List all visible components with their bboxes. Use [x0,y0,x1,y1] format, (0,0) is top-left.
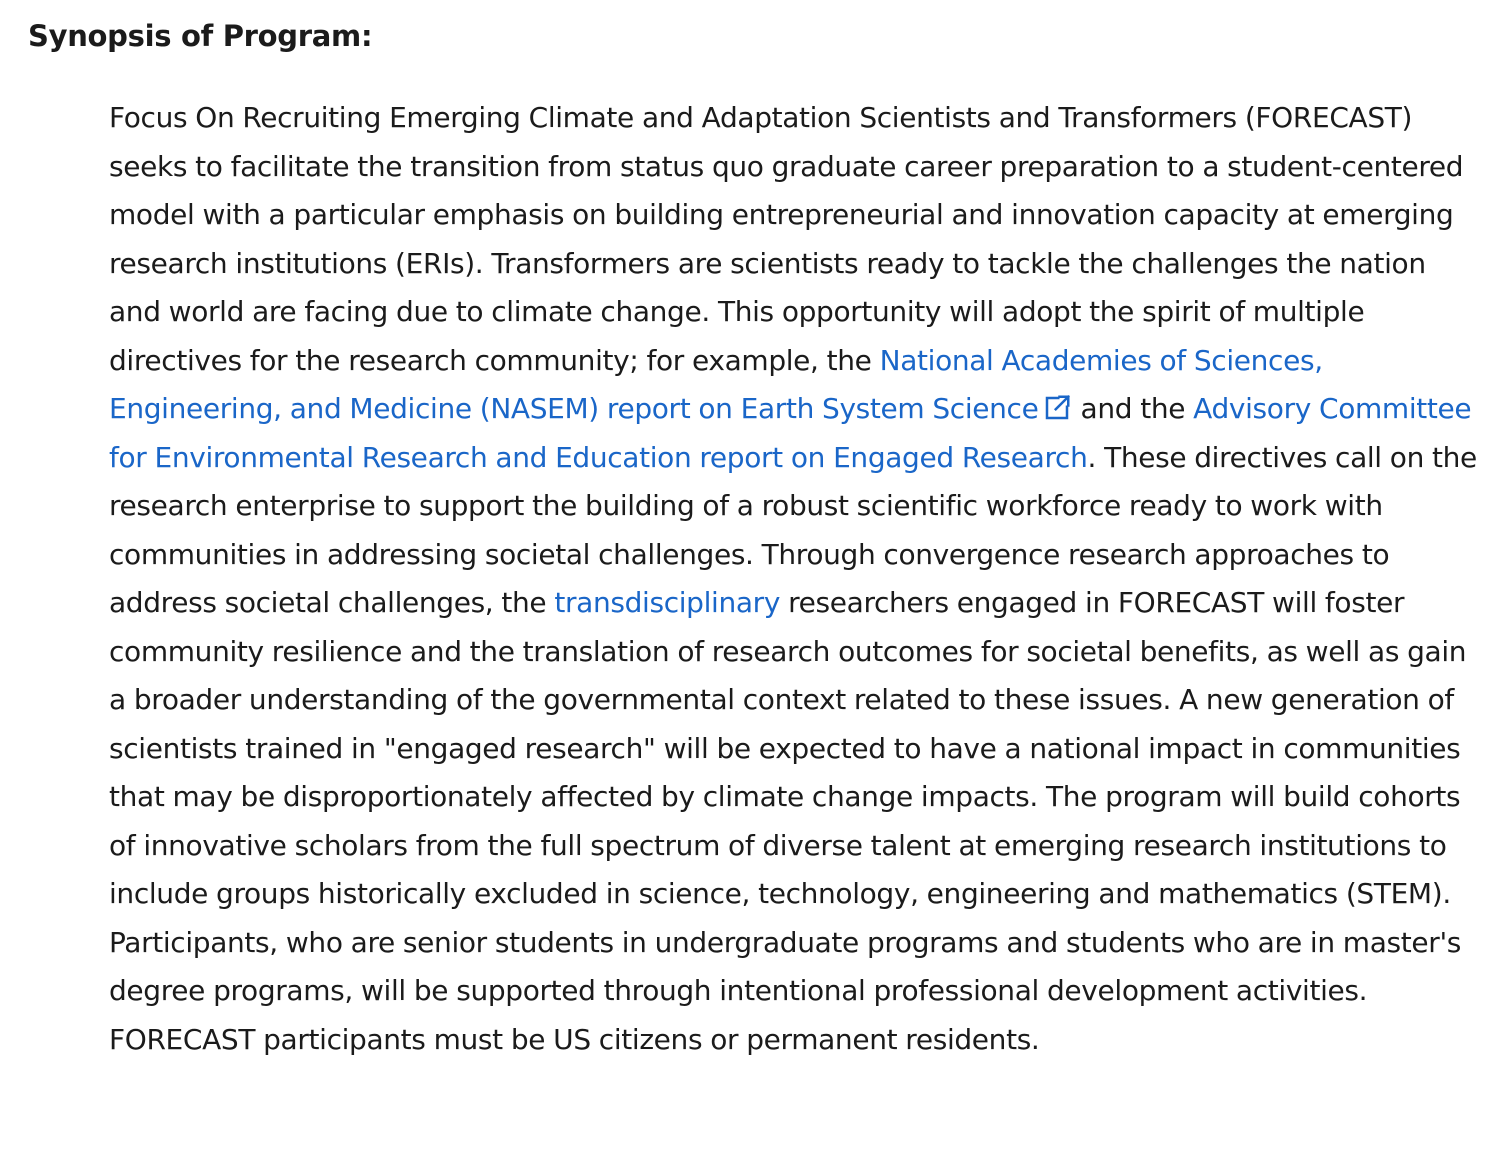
synopsis-text-part-2: and the [1072,392,1194,425]
acere-report-link[interactable]: Advisory Committee for Environmental Research and Education report on Engaged Research [109,392,1472,474]
synopsis-text-part-1: Focus On Recruiting Emerging Climate and Adaptation Scientists and Transformers (FORECAST) seeks to facilitate the transition from status quo graduate career preparation to a student-centered model with a particular emphasis on building entrepreneurial and innovation capacity at emerging research institutions (ERIs). Transformers are scientists ready to tackle the challenges the nation and world are facing due to climate change. This opportunity will adopt the spirit of multiple directives for the research community; for example, the [109,101,1464,377]
nasem-report-link[interactable]: National Academies of Sciences, Engineering, and Medicine (NASEM) report on Earth System Science [109,343,1323,425]
synopsis-text-part-3: . These directives call on the research enterprise to support the building of a robust scientific workforce ready to work with communities in addressing societal challenges. Through convergence research approaches to address societal challenges, the [109,440,1477,619]
synopsis-paragraph [109,94,1481,1064]
synopsis-text-part-4: researchers engaged in FORECAST will foster community resilience and the translation of research outcomes for societal benefits, as well as gain a broader understanding of the governmental context related to these issues. A new generation of scientists trained in "engaged research" will be expected to have a national impact in communities that may be disproportionately affected by climate change impacts. The program will build cohorts of innovative scholars from the full spectrum of diverse talent at emerging research institutions to include groups historically excluded in science, technology, engineering and mathematics (STEM). Participants, who are senior students in undergraduate programs and students who are in master's degree programs, will be supported through intentional professional development activities. FORECAST participants must be US citizens or permanent residents. [109,586,1467,1056]
external-link-icon[interactable] [1042,393,1072,423]
section-heading: Synopsis of Program: [28,19,373,53]
transdisciplinary-link[interactable]: transdisciplinary [554,586,781,619]
